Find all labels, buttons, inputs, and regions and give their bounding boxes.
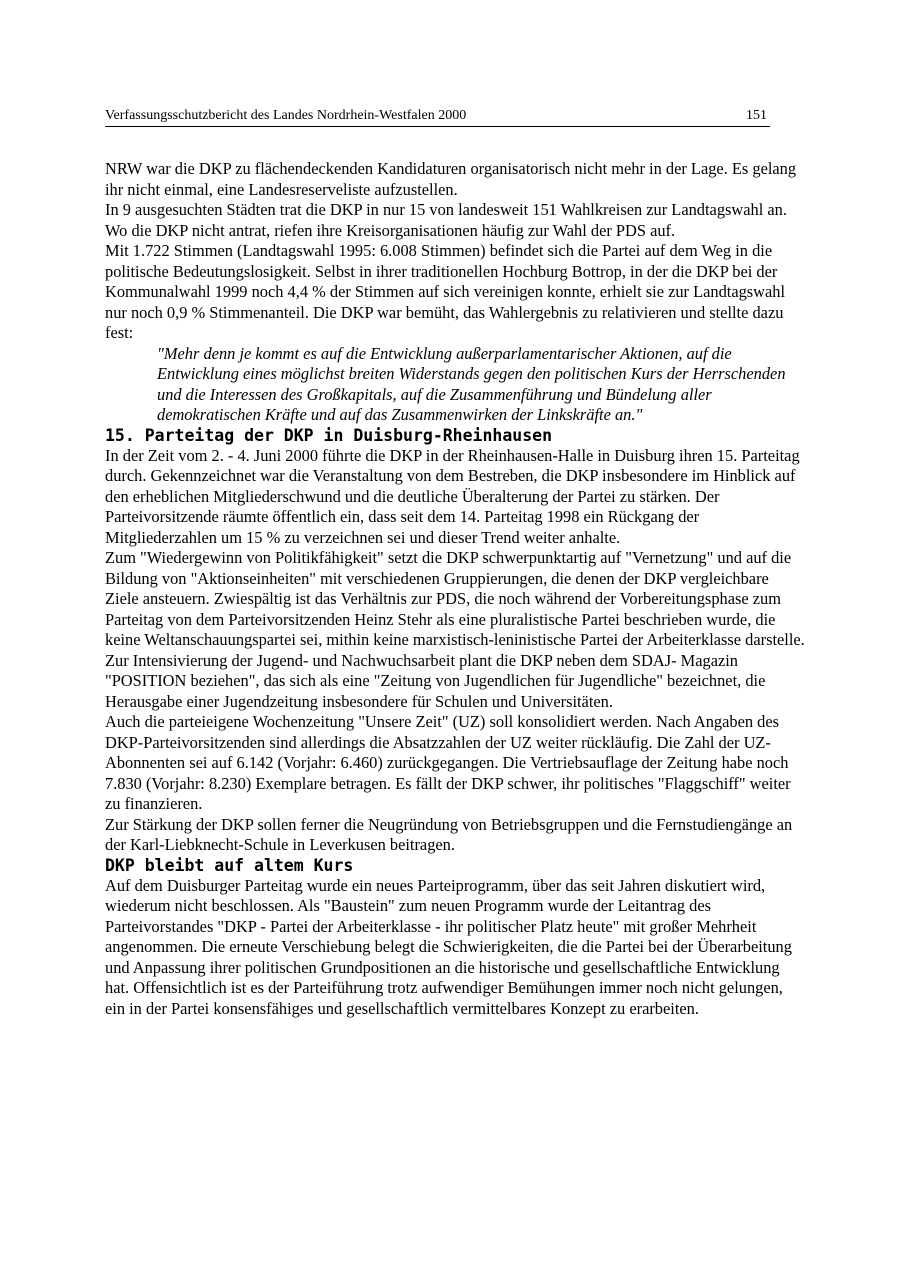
paragraph: Zur Stärkung der DKP sollen ferner die Neugründung von Betriebsgruppen und die Fernstudiengänge an der Karl-Liebknecht-Schule in Leverkusen beitragen.: [105, 814, 793, 854]
page-header: [105, 107, 770, 127]
paragraph: Mit 1.722 Stimmen (Landtagswahl 1995: 6.008 Stimmen) befindet sich die Partei auf dem Weg in die politische Bedeutungslosigkeit. Selbst in ihrer traditionellen Hochburg Bottrop, in der die DKP bei der Kommunalwahl 1999 noch 4,4 % der Stimmen auf sich vereinigen konnte, erhielt sie zur Landtagswahl nur noch 0,9 % Stimmenanteil. Die DKP war bemüht, das Wahlergebnis zu relativieren und stellte dazu fest:: [105, 241, 786, 342]
header-title: Verfassungsschutzbericht des Landes Nordrhein-Westfalen 2000: [105, 108, 467, 123]
section-heading: 15. Parteitag der DKP in Duisburg-Rheinhausen: [105, 425, 553, 445]
page-number: 151: [746, 108, 767, 123]
block-quote: "Mehr denn je kommt es auf die Entwicklung außerparlamentarischer Aktionen, auf die Entwicklung eines möglichst breiten Widerstands gegen den politischen Kurs der Herrschenden und die Interessen des Großkapitals, auf die Zusammenführung und Bündelung aller demokratischen Kräfte und auf das Zusammenwirken der Linkskräfte an.": [157, 343, 786, 424]
document-body: [105, 159, 805, 1019]
section-heading: DKP bleibt auf altem Kurs: [105, 855, 354, 875]
paragraph: NRW war die DKP zu flächendeckenden Kandidaturen organisatorisch nicht mehr in der Lage. Es gelang ihr nicht einmal, eine Landesreserveliste aufzustellen.: [105, 159, 797, 199]
paragraph: Auch die parteieigene Wochenzeitung "Unsere Zeit" (UZ) soll konsolidiert werden. Nach Angaben des DKP-Parteivorsitzenden sind allerdings die Absatzzahlen der UZ weiter rückläufig. Die Zahl der UZ-Abonnenten sei auf 6.142 (Vorjahr: 6.460) zurückgegangen. Die Vertriebsauflage der Zeitung habe noch 7.830 (Vorjahr: 8.230) Exemplare betragen. Es fällt der DKP schwer, ihr politisches "Flaggschiff" weiter zu finanzieren.: [105, 712, 791, 813]
paragraph: In der Zeit vom 2. - 4. Juni 2000 führte die DKP in der Rheinhausen-Halle in Duisburg ihren 15. Parteitag durch. Gekennzeichnet war die Veranstaltung von dem Bestreben, die DKP insbesondere im Hinblick auf den erheblichen Mitgliederschwund und die deutliche Überalterung der Partei zu stärken. Der Parteivorsitzende räumte öffentlich ein, dass seit dem 14. Parteitag 1998 ein Rückgang der Mitgliederzahlen um 15 % zu verzeichnen sei und dieser Trend weiter anhalte.: [105, 445, 800, 547]
paragraph: Zum "Wiedergewinn von Politikfähigkeit" setzt die DKP schwerpunktartig auf "Vernetzung" und auf die Bildung von "Aktionseinheiten" mit verschiedenen Gruppierungen, die denen der DKP vergleichbare Ziele ansteuern. Zwiespältig ist das Verhältnis zur PDS, die noch während der Vorbereitungsphase zum Parteitag von dem Parteivorsitzenden Heinz Stehr als eine pluralistische Partei beschrieben wurde, die keine Weltanschauungspartei sei, mithin keine marxistisch-leninistische Partei der Arbeiterklasse darstelle.: [105, 548, 805, 649]
paragraph: Auf dem Duisburger Parteitag wurde ein neues Parteiprogramm, über das seit Jahren diskutiert wird, wiederum nicht beschlossen. Als "Baustein" zum neuen Programm wurde der Leitantrag des Parteivorstandes "DKP - Partei der Arbeiterklasse - ihr politischer Platz heute" mit großer Mehrheit angenommen. Die erneute Verschiebung belegt die Schwierigkeiten, die die Partei bei der Überarbeitung und Anpassung ihrer politischen Grundpositionen an die historische und gesellschaftliche Entwicklung hat. Offensichtlich ist es der Parteiführung trotz aufwendiger Bemühungen immer noch nicht gelungen, ein in der Partei konsensfähiges und gesellschaftlich vermittelbares Konzept zu erarbeiten.: [105, 875, 792, 1018]
paragraph: Zur Intensivierung der Jugend- und Nachwuchsarbeit plant die DKP neben dem SDAJ- Magazin "POSITION beziehen", das sich als eine "Zeitung von Jugendlichen für Jugendliche" bezeichnet, die Herausgabe einer Jugendzeitung insbesondere für Schulen und Universitäten.: [105, 650, 766, 711]
paragraph: In 9 ausgesuchten Städten trat die DKP in nur 15 von landesweit 151 Wahlkreisen zur Landtagswahl an. Wo die DKP nicht antrat, riefen ihre Kreisorganisationen häufig zur Wahl der PDS auf.: [105, 200, 787, 240]
